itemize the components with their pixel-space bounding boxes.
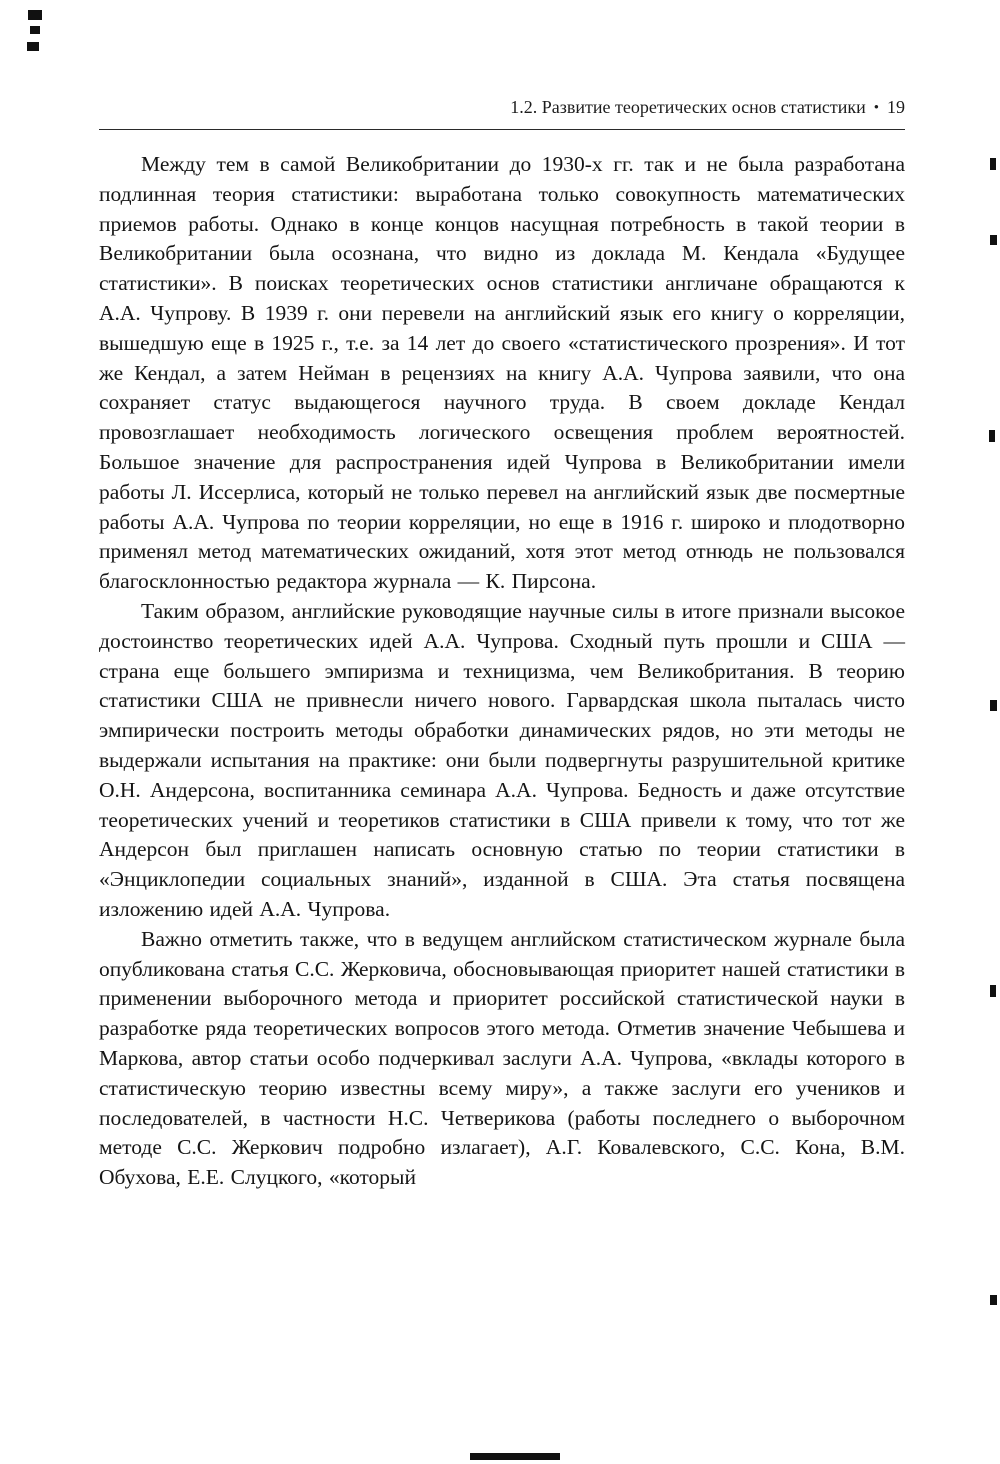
scan-artifact — [470, 1453, 560, 1460]
scan-artifact — [27, 42, 39, 51]
scan-artifact — [990, 700, 997, 711]
paragraph: Между тем в самой Великобритании до 1930-х гг. так и не была разработана подлинная теория статистики: выработана только совокупность математических приемов работы. Однако в конце концов насущная потребность в такой теории в Великобритании была осознана, что видно из доклада М. Кендала «Будущее статистики». В поисках теоретических основ статистики англичане обращаются к А.А. Чупрову. В 1939 г. они перевели на английский язык его книгу о корреляции, вышедшую еще в 1925 г., т.е. за 14 лет до своего «статистического прозрения». И тот же Кендал, а затем Нейман в рецензиях на книгу А.А. Чупрова заявили, что она сохраняет статус выдающегося научного труда. В своем докладе Кендал провозглашает необходимость логического освещения проблем вероятностей. Большое значение для распространения идей Чупрова в Великобритании имели работы Л. Иссерлиса, который не только перевел на английский язык две посмертные работы А.А. Чупрова по теории корреляции, но еще в 1916 г. широко и плодотворно применял метод математических ожиданий, хотя этот метод отнюдь не пользовался благосклонностью редактора журнала — К. Пирсона. — [99, 152, 905, 594]
body-text — [99, 150, 905, 1193]
scan-artifact — [990, 158, 996, 170]
scan-artifact — [990, 1295, 997, 1305]
header-bullet: • — [873, 100, 879, 116]
scan-artifact — [990, 235, 997, 245]
scan-artifact — [990, 985, 996, 997]
page-number: 19 — [887, 97, 905, 117]
scan-artifact — [989, 430, 995, 442]
paragraph: Таким образом, английские руководящие научные силы в итоге признали высокое достоинство теоретических идей А.А. Чупрова. Сходный путь прошли и США — страна еще большего эмпиризма и техницизма, чем Великобритания. В теорию статистики США не привнесли ничего нового. Гарвардская школа пыталась чисто эмпирически построить методы обработки динамических рядов, но эти методы не выдержали испытания на практике: они были подвергнуты разрушительной критике О.Н. Андерсона, воспитанника семинара А.А. Чупрова. Бедность и даже отсутствие теоретических учений и теоретиков статистики в США привели к тому, что тот же Андерсон был приглашен написать основную статью по теории статистики в «Энциклопедии социальных знаний», изданной в США. Эта статья посвящена изложению идей А.А. Чупрова. — [99, 598, 905, 921]
header-section-title: 1.2. Развитие теоретических основ статистики — [510, 97, 866, 117]
paragraph: Важно отметить также, что в ведущем английском статистическом журнале была опубликована статья С.С. Жерковича, обосновывающая приоритет нашей статистики в применении выборочного метода и приоритет российской статистической науки в разработке ряда теоретических вопросов этого метода. Отметив значение Чебышева и Маркова, автор статьи особо подчеркивал заслуги А.А. Чупрова, «вклады которого в статистическую теорию известны всему миру», а также заслуги его учеников и последователей, в частности Н.С. Четверикова (работы последнего о выборочном методе С.С. Жеркович подробно излагает), А.Г. Ковалевского, С.С. Кона, В.М. Обухова, Е.Е. Слуцкого, «который — [99, 926, 905, 1190]
running-header — [99, 96, 905, 129]
scan-artifact — [30, 26, 40, 34]
page-content — [99, 96, 905, 1193]
scan-artifact — [28, 10, 42, 20]
header-rule — [99, 129, 905, 130]
